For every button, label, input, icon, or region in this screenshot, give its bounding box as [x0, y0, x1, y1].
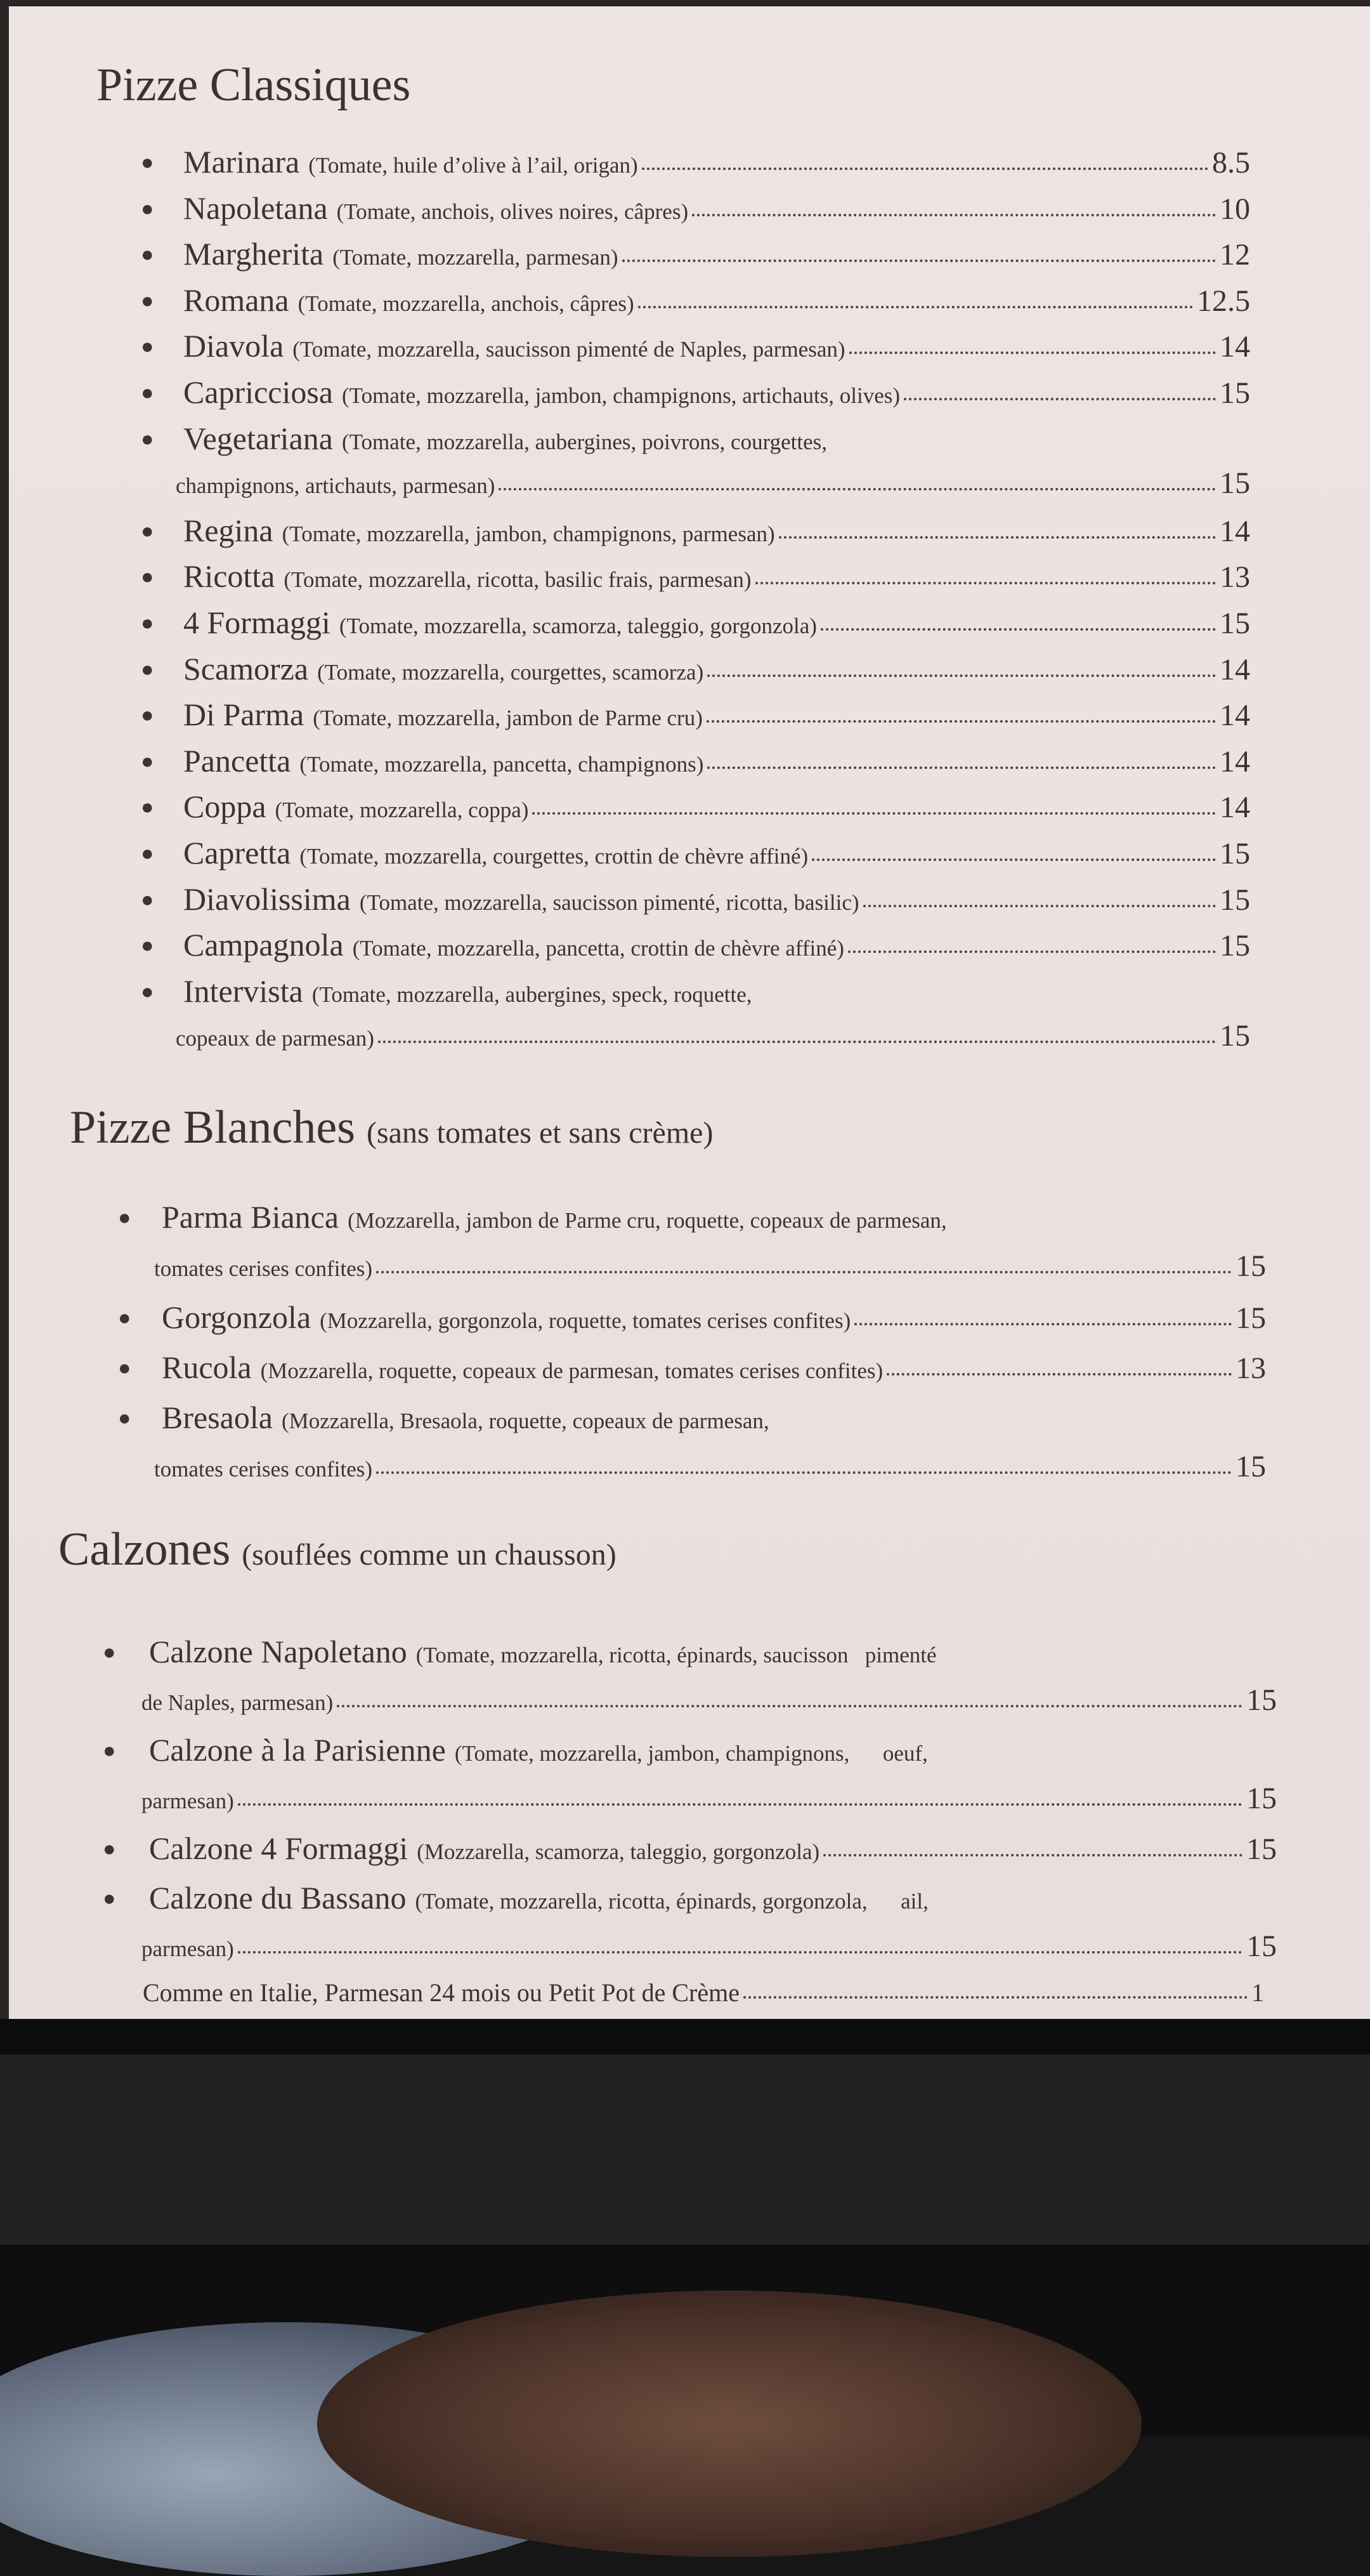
item-description: (Tomate, mozzarella, ricotta, épinards, gorgonzola, ail,	[415, 1889, 929, 1914]
item-description: (Tomate, mozzarella, jambon, champignons, oeuf,	[454, 1741, 928, 1766]
dot-leader	[854, 1323, 1232, 1325]
item-name: Napoletana	[183, 190, 328, 226]
item-description: (Tomate, mozzarella, ricotta, épinards, saucisson pimenté	[415, 1643, 937, 1667]
bullet-icon: ●	[141, 381, 154, 405]
item-price: 15	[1246, 1683, 1277, 1717]
bullet-icon: ●	[141, 842, 154, 865]
item-description: (Tomate, anchois, olives noires, câpres)	[336, 199, 689, 224]
item-price: 14	[1220, 514, 1250, 548]
dot-leader	[692, 214, 1216, 216]
item-price: 14	[1220, 652, 1250, 687]
dot-leader	[238, 1803, 1243, 1806]
item-description: (Tomate, mozzarella, pancetta, crottin de chèvre affiné)	[352, 936, 844, 961]
item-description: (Tomate, mozzarella, parmesan)	[332, 245, 618, 270]
item-name: Gorgonzola	[162, 1299, 311, 1335]
item-description: (Tomate, mozzarella, coppa)	[275, 798, 529, 823]
item-name: Bresaola	[162, 1400, 273, 1435]
item-name: Scamorza	[183, 650, 309, 687]
page-edge-top	[0, 0, 1370, 6]
bullet-icon: ●	[141, 796, 154, 820]
bullet-icon: ●	[141, 243, 154, 267]
bullet-icon: ●	[141, 888, 154, 912]
bullet-icon: ●	[141, 704, 154, 728]
item-description: (Tomate, mozzarella, anchois, câpres)	[297, 291, 634, 316]
item-description: (Tomate, mozzarella, courgettes, crottin de chèvre affiné)	[299, 844, 809, 869]
item-price: 14	[1220, 744, 1250, 779]
menu-binding-bar	[0, 2019, 1370, 2054]
bullet-icon: ●	[103, 1837, 116, 1862]
bullet-icon: ●	[118, 1357, 131, 1380]
footer-price: 1	[1251, 1978, 1264, 2008]
section-title: Calzones	[58, 1523, 231, 1575]
dot-leader	[638, 306, 1193, 308]
dot-leader	[642, 168, 1208, 170]
dot-leader	[904, 398, 1216, 400]
item-price: 14	[1220, 699, 1250, 733]
section-heading	[70, 1101, 713, 1155]
item-name: Calzone 4 Formaggi	[149, 1830, 408, 1867]
dot-leader	[499, 488, 1216, 490]
item-name: Pancetta	[183, 742, 291, 779]
item-name: Margherita	[183, 236, 324, 272]
dot-leader	[848, 950, 1216, 953]
dot-leader	[707, 674, 1216, 677]
bullet-icon: ●	[141, 934, 154, 958]
item-name: Parma Bianca	[162, 1199, 339, 1235]
item-name: Calzone Napoletano	[149, 1634, 407, 1669]
item-name: Marinara	[183, 144, 300, 180]
bullet-icon: ●	[141, 197, 154, 221]
bullet-icon: ●	[141, 657, 154, 681]
item-description-cont: parmesan)	[141, 1788, 234, 1813]
bullet-icon: ●	[103, 1887, 116, 1910]
item-description: (Mozzarella, scamorza, taleggio, gorgonzola)	[417, 1839, 820, 1865]
dot-leader	[849, 352, 1216, 354]
dot-leader	[707, 766, 1216, 769]
item-name: Campagnola	[183, 927, 344, 963]
bullet-icon: ●	[141, 519, 154, 543]
item-name: Diavola	[183, 328, 284, 364]
item-price: 12	[1220, 238, 1250, 272]
item-description-cont: parmesan)	[141, 1936, 234, 1961]
bullet-icon: ●	[118, 1407, 131, 1430]
item-description-cont: copeaux de parmesan)	[176, 1026, 374, 1051]
section-title: Pizze Classiques	[96, 59, 411, 111]
item-description: (Tomate, mozzarella, jambon, champignons, artichauts, olives)	[342, 383, 901, 408]
item-description: (Tomate, mozzarella, courgettes, scamorza)	[317, 659, 704, 685]
bullet-icon: ●	[141, 565, 154, 589]
item-name: Capricciosa	[183, 374, 334, 410]
item-price: 15	[1220, 837, 1250, 871]
item-name: Rucola	[162, 1350, 252, 1385]
item-description-cont: de Naples, parmesan)	[141, 1690, 334, 1715]
item-description: (Mozzarella, roquette, copeaux de parmesan, tomates cerises confites)	[260, 1358, 884, 1383]
dot-leader	[337, 1705, 1243, 1707]
item-name: Calzone à la Parisienne	[149, 1732, 446, 1768]
section-heading	[58, 1523, 616, 1577]
hand	[317, 2290, 1142, 2557]
dot-leader	[743, 1996, 1248, 1999]
item-price: 15	[1220, 466, 1250, 501]
item-price: 15	[1220, 883, 1250, 917]
dot-leader	[376, 1471, 1232, 1474]
item-price: 14	[1220, 791, 1250, 825]
item-name: Calzone du Bassano	[149, 1880, 407, 1916]
footer-note	[143, 1978, 1264, 2008]
item-price: 15	[1246, 1781, 1277, 1815]
bullet-icon: ●	[118, 1306, 131, 1330]
item-price: 8.5	[1212, 146, 1250, 180]
item-description: (Tomate, mozzarella, saucisson pimenté de Naples, parmesan)	[292, 337, 845, 362]
item-price: 10	[1220, 192, 1250, 226]
dot-leader	[863, 905, 1216, 907]
item-description-cont: tomates cerises confites)	[154, 1256, 373, 1281]
dot-leader	[779, 536, 1216, 539]
dot-leader	[378, 1041, 1216, 1043]
item-name: Di Parma	[183, 697, 304, 733]
item-price: 15	[1220, 1019, 1250, 1053]
section-title: Pizze Blanches	[70, 1101, 355, 1153]
item-description: (Mozzarella, jambon de Parme cru, roquette, copeaux de parmesan,	[348, 1208, 947, 1233]
item-description: (Tomate, mozzarella, saucisson pimenté, ricotta, basilic)	[359, 890, 859, 915]
item-name: Coppa	[183, 789, 266, 825]
bullet-icon: ●	[141, 335, 154, 359]
item-price: 15	[1220, 376, 1250, 410]
footer-text: Comme en Italie, Parmesan 24 mois ou Petit Pot de Crème	[143, 1978, 740, 2008]
section-heading	[96, 58, 410, 112]
item-name: Romana	[183, 282, 289, 318]
item-price: 15	[1220, 929, 1250, 963]
item-price: 15	[1236, 1301, 1266, 1335]
item-name: 4 Formaggi	[183, 605, 330, 640]
item-name: Vegetariana	[183, 420, 333, 456]
dot-leader	[622, 260, 1216, 262]
bullet-icon: ●	[118, 1206, 131, 1230]
item-name: Regina	[183, 512, 273, 548]
dot-leader	[707, 720, 1216, 723]
bullet-icon: ●	[141, 289, 154, 313]
section-subtitle: (sans tomates et sans crème)	[367, 1116, 714, 1150]
item-description: (Mozzarella, gorgonzola, roquette, tomates cerises confites)	[320, 1308, 851, 1333]
bullet-icon: ●	[141, 980, 154, 1004]
dot-leader	[238, 1951, 1243, 1954]
item-description: (Tomate, mozzarella, pancetta, champignons)	[299, 751, 704, 777]
item-description-cont: tomates cerises confites)	[154, 1457, 373, 1482]
bullet-icon: ●	[141, 612, 154, 635]
item-name: Ricotta	[183, 558, 275, 595]
item-price: 15	[1236, 1450, 1266, 1483]
bullet-icon: ●	[141, 749, 154, 773]
dot-leader	[532, 812, 1216, 815]
bullet-icon: ●	[103, 1641, 116, 1664]
item-description: (Mozzarella, Bresaola, roquette, copeaux de parmesan,	[281, 1409, 769, 1433]
dot-leader	[812, 858, 1216, 861]
item-description: (Tomate, mozzarella, jambon de Parme cru)	[313, 706, 703, 731]
item-price: 12.5	[1197, 284, 1250, 318]
item-price: 15	[1220, 607, 1250, 640]
item-description: (Tomate, mozzarella, jambon, champignons, parmesan)	[282, 521, 775, 546]
item-description-cont: champignons, artichauts, parmesan)	[176, 473, 495, 499]
item-price: 14	[1220, 330, 1250, 364]
bullet-icon: ●	[141, 427, 154, 451]
dot-leader	[376, 1271, 1232, 1273]
item-name: Intervista	[183, 973, 303, 1009]
item-price: 15	[1246, 1832, 1277, 1867]
dot-leader	[755, 582, 1217, 584]
bullet-icon: ●	[103, 1739, 116, 1763]
page-edge-left	[0, 0, 9, 2019]
item-description: (Tomate, huile d’olive à l’ail, origan)	[308, 153, 638, 178]
item-description: (Tomate, mozzarella, scamorza, taleggio, gorgonzola)	[339, 614, 817, 638]
item-name: Capretta	[183, 835, 291, 871]
menu-cover	[0, 2054, 1370, 2245]
dot-leader	[823, 1854, 1243, 1856]
item-description: (Tomate, mozzarella, ricotta, basilic frais, parmesan)	[284, 567, 752, 593]
dot-leader	[887, 1373, 1232, 1376]
item-description: (Tomate, mozzarella, aubergines, speck, roquette,	[311, 982, 752, 1007]
bullet-icon: ●	[141, 151, 154, 174]
item-name: Diavolissima	[183, 881, 351, 917]
item-description: (Tomate, mozzarella, aubergines, poivrons, courgettes,	[341, 429, 827, 454]
dot-leader	[821, 628, 1216, 631]
section-subtitle: (souflées comme un chausson)	[242, 1538, 616, 1572]
item-price: 13	[1220, 560, 1250, 595]
item-price: 15	[1236, 1249, 1266, 1283]
item-price: 15	[1246, 1929, 1277, 1963]
item-price: 13	[1236, 1351, 1266, 1385]
